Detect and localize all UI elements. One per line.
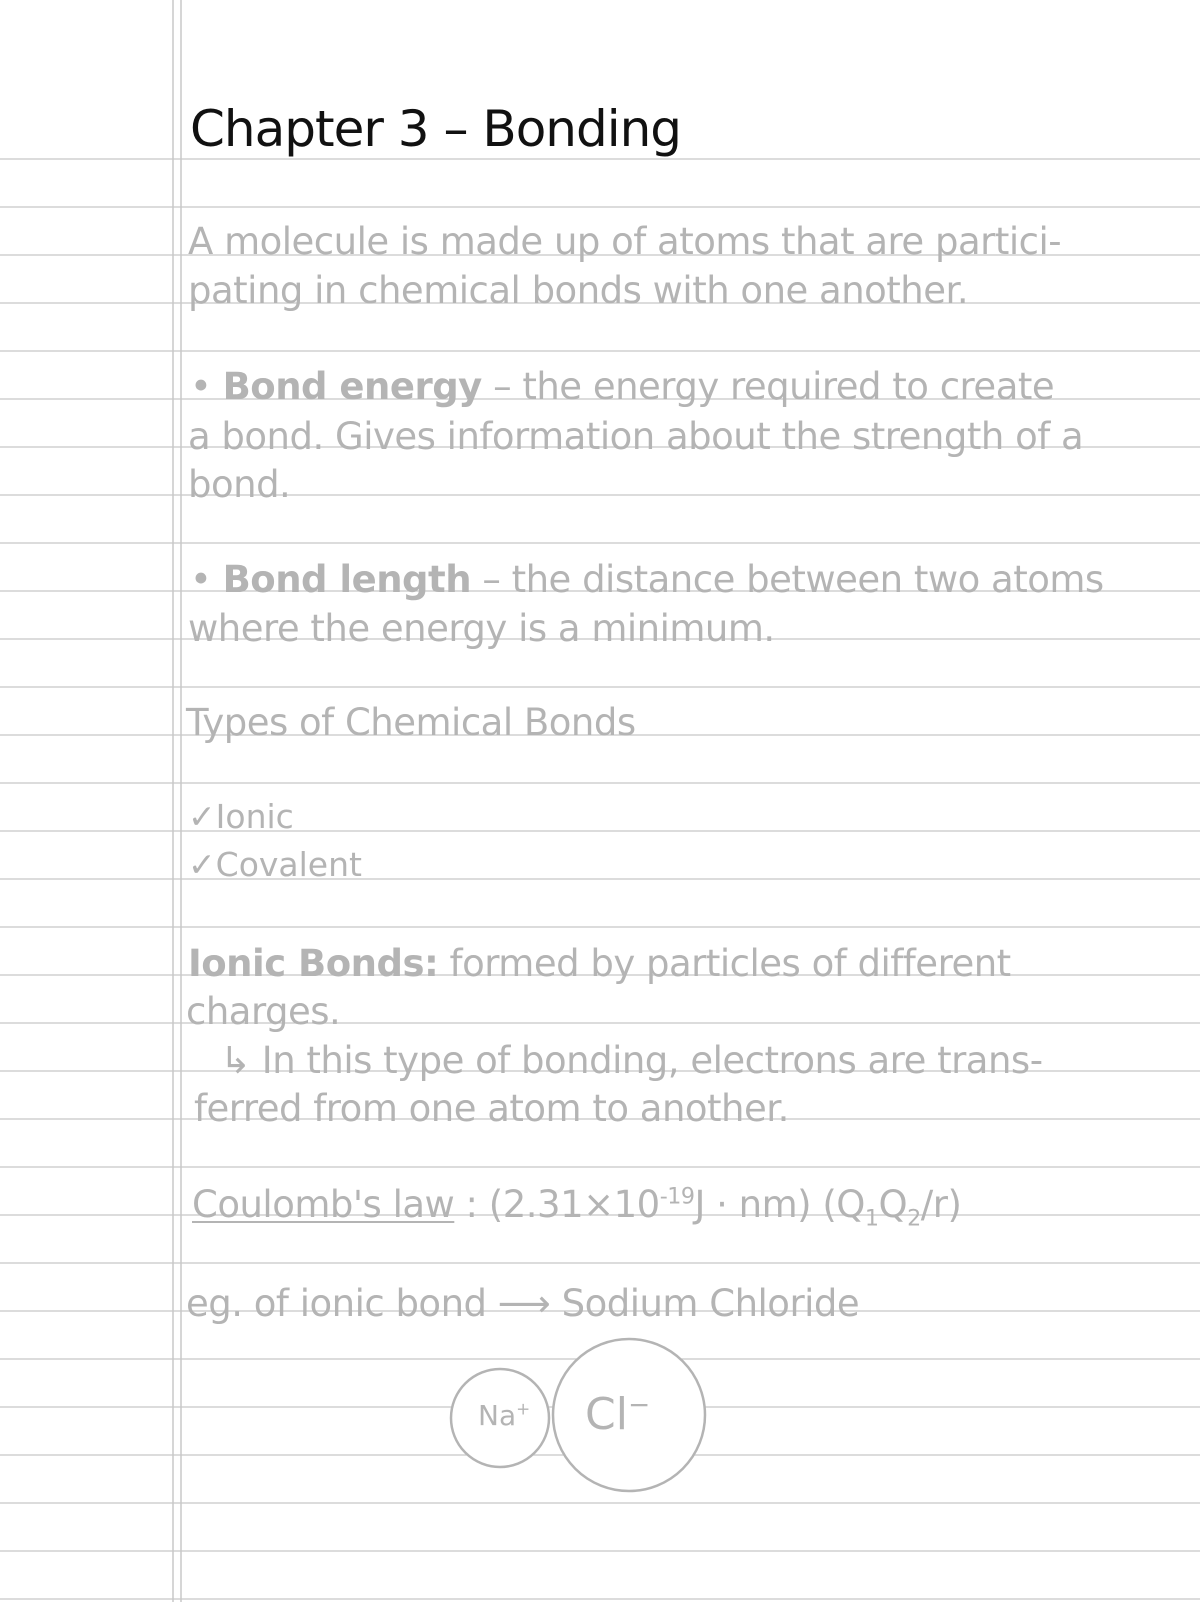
ionic-line-4: ferred from one atom to another.: [194, 1087, 789, 1130]
bond-energy-definition: – the energy required to create: [481, 365, 1055, 408]
sodium-symbol: Na: [478, 1399, 517, 1432]
type-label: Ionic: [215, 797, 294, 836]
bond-length-line-1: [190, 558, 1104, 601]
ionic-line-1: [188, 942, 1011, 985]
ionic-detail: In this type of bonding, electrons are trans-: [250, 1039, 1043, 1082]
bond-energy-line-2: a bond. Gives information about the strength of a: [188, 415, 1084, 458]
types-heading: Types of Chemical Bonds: [186, 701, 636, 744]
bond-length-definition: – the distance between two atoms: [471, 558, 1104, 601]
sodium-ion-label: [478, 1398, 531, 1432]
intro-line-1: A molecule is made up of atoms that are partici-: [188, 220, 1062, 263]
ionic-line-2: charges.: [186, 990, 341, 1033]
ionic-line-3: [220, 1039, 1043, 1082]
constant-close: J · nm): [694, 1183, 812, 1226]
arrow-icon: ↳: [220, 1039, 251, 1082]
q2-subscript: 2: [907, 1205, 921, 1232]
ionic-definition: formed by particles of different: [438, 942, 1011, 985]
constant-open: (2.31×10: [488, 1183, 660, 1226]
charge-close: /r): [920, 1183, 962, 1226]
bond-energy-line-3: bond.: [188, 463, 291, 506]
charge-open: (Q: [811, 1183, 865, 1226]
example-prefix: eg. of ionic bond: [186, 1282, 487, 1325]
bullet: •: [190, 365, 212, 408]
bond-length-term: Bond length: [222, 558, 472, 601]
ionic-bonds-term: Ionic Bonds:: [188, 942, 439, 985]
intro-line-2: pating in chemical bonds with one another.: [188, 269, 969, 312]
chloride-ion-label: [585, 1389, 651, 1440]
sodium-charge: +: [516, 1398, 531, 1419]
chloride-symbol: Cl: [585, 1389, 628, 1440]
bond-energy-term: Bond energy: [222, 365, 482, 408]
separator: :: [454, 1183, 489, 1226]
check-icon: ✓: [188, 797, 216, 836]
bond-energy-line-1: [190, 365, 1055, 408]
type-label: Covalent: [215, 845, 362, 884]
page-title: Chapter 3 – Bonding: [190, 100, 682, 158]
chloride-charge: −: [627, 1389, 651, 1421]
compound-name: Sodium Chloride: [561, 1282, 860, 1325]
example-line: [186, 1282, 860, 1325]
exponent: -19: [659, 1183, 695, 1210]
type-item-covalent: [188, 845, 362, 884]
check-icon: ✓: [188, 845, 216, 884]
charge-mid: Q: [878, 1183, 908, 1226]
bond-length-line-2: where the energy is a minimum.: [188, 607, 775, 650]
q1-subscript: 1: [864, 1205, 879, 1232]
arrow-icon: ⟶: [486, 1282, 562, 1325]
bullet: •: [190, 558, 212, 601]
coulombs-law-line: [192, 1183, 962, 1232]
coulombs-law-label: Coulomb's law: [192, 1183, 455, 1226]
type-item-ionic: [188, 797, 294, 836]
